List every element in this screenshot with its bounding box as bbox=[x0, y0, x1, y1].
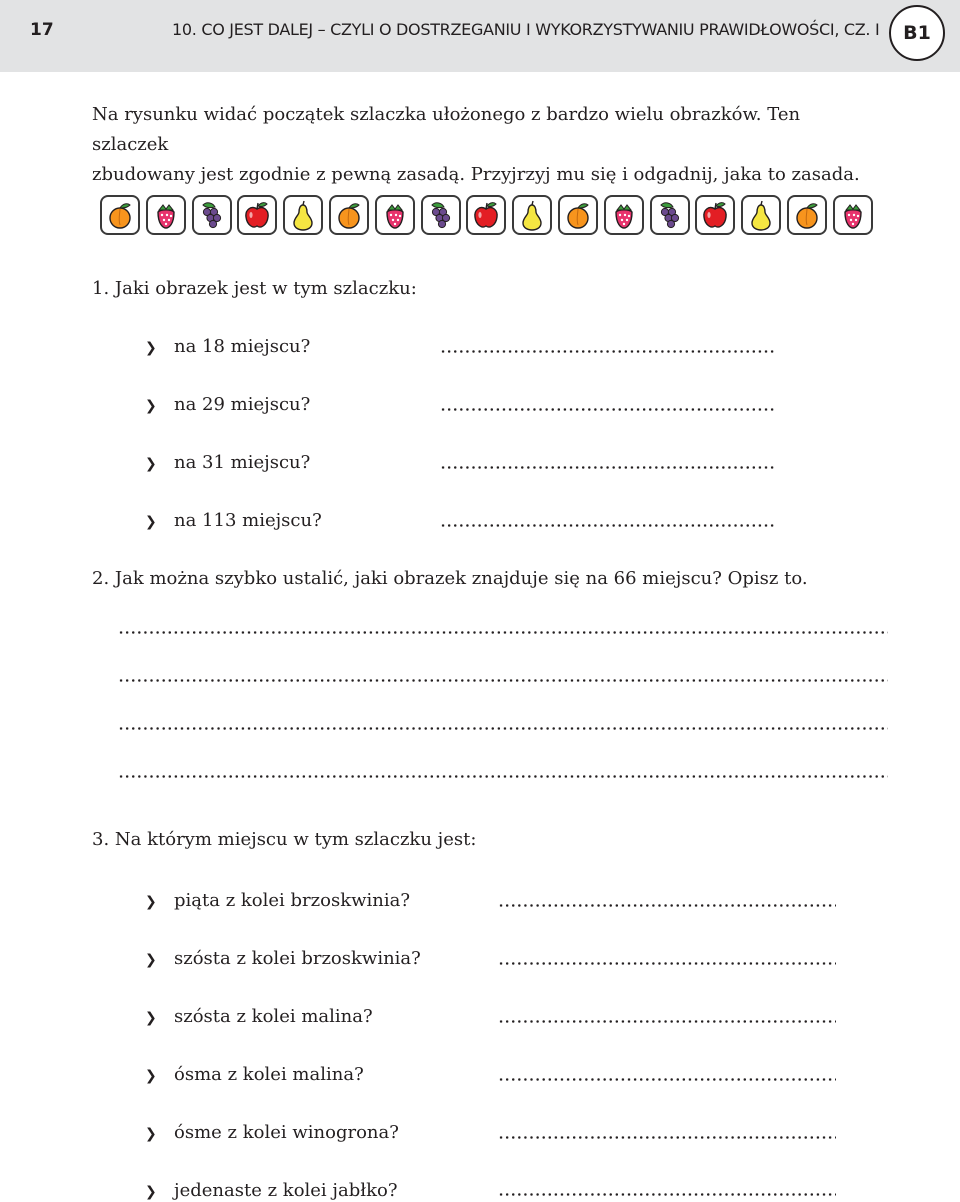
raspberry-icon bbox=[148, 197, 184, 233]
page-number: 17 bbox=[30, 20, 54, 40]
pattern-tile bbox=[283, 195, 323, 235]
q3-answer-line-4[interactable] bbox=[498, 1078, 836, 1081]
q2-answer-line-1[interactable] bbox=[118, 631, 888, 634]
bullet-arrow-icon: ❯ bbox=[145, 1126, 157, 1142]
q2-answer-line-3[interactable] bbox=[118, 727, 888, 730]
grapes-icon bbox=[423, 197, 459, 233]
bullet-arrow-icon: ❯ bbox=[145, 456, 157, 472]
q2-answer-line-2[interactable] bbox=[118, 679, 888, 682]
pear-icon bbox=[514, 197, 550, 233]
pear-icon bbox=[743, 197, 779, 233]
q3-answer-line-5[interactable] bbox=[498, 1136, 836, 1139]
bullet-arrow-icon: ❯ bbox=[145, 514, 157, 530]
pattern-tile bbox=[512, 195, 552, 235]
q1-item-1: na 18 miejscu? bbox=[174, 336, 311, 357]
question-3-title: 3. Na którym miejscu w tym szlaczku jest: bbox=[92, 829, 477, 850]
peach-icon bbox=[789, 197, 825, 233]
apple-icon bbox=[697, 197, 733, 233]
bullet-arrow-icon: ❯ bbox=[145, 1184, 157, 1200]
level-badge: B1 bbox=[889, 5, 945, 61]
pattern-tile bbox=[100, 195, 140, 235]
pattern-tile bbox=[146, 195, 186, 235]
bullet-arrow-icon: ❯ bbox=[145, 952, 157, 968]
q2-answer-line-4[interactable] bbox=[118, 775, 888, 778]
pattern-tile bbox=[237, 195, 277, 235]
q3-answer-line-3[interactable] bbox=[498, 1020, 836, 1023]
pattern-tile bbox=[421, 195, 461, 235]
question-1-title: 1. Jaki obrazek jest w tym szlaczku: bbox=[92, 278, 417, 299]
raspberry-icon bbox=[835, 197, 871, 233]
pear-icon bbox=[285, 197, 321, 233]
q3-item-2: szósta z kolei brzoskwinia? bbox=[174, 948, 421, 969]
bullet-arrow-icon: ❯ bbox=[145, 1010, 157, 1026]
pattern-tile bbox=[650, 195, 690, 235]
pattern-tile bbox=[375, 195, 415, 235]
bullet-arrow-icon: ❯ bbox=[145, 398, 157, 414]
pattern-tile bbox=[833, 195, 873, 235]
intro-text bbox=[92, 100, 882, 190]
question-2-title: 2. Jak można szybko ustalić, jaki obrazek znajduje się na 66 miejscu? Opisz to. bbox=[92, 568, 808, 589]
bullet-arrow-icon: ❯ bbox=[145, 340, 157, 356]
pattern-tile bbox=[466, 195, 506, 235]
pattern-tile bbox=[787, 195, 827, 235]
pattern-tile bbox=[558, 195, 598, 235]
q1-item-4: na 113 miejscu? bbox=[174, 510, 322, 531]
q1-answer-line-1[interactable] bbox=[440, 350, 776, 353]
q1-answer-line-4[interactable] bbox=[440, 524, 776, 527]
bullet-arrow-icon: ❯ bbox=[145, 894, 157, 910]
q3-item-6: jedenaste z kolei jabłko? bbox=[174, 1180, 398, 1201]
chapter-title: 10. CO JEST DALEJ – CZYLI O DOSTRZEGANIU I WYKORZYSTYWANIU PRAWIDŁOWOŚCI, CZ. I bbox=[172, 20, 880, 39]
intro-line-1: Na rysunku widać początek szlaczka ułożonego z bardzo wielu obrazków. Ten szlaczek bbox=[92, 104, 801, 155]
peach-icon bbox=[560, 197, 596, 233]
q3-answer-line-1[interactable] bbox=[498, 904, 836, 907]
pattern-tile bbox=[741, 195, 781, 235]
q3-item-1: piąta z kolei brzoskwinia? bbox=[174, 890, 411, 911]
pattern-tile bbox=[192, 195, 232, 235]
q1-item-2: na 29 miejscu? bbox=[174, 394, 311, 415]
raspberry-icon bbox=[377, 197, 413, 233]
intro-line-2: zbudowany jest zgodnie z pewną zasadą. Przyjrzyj mu się i odgadnij, jaka to zasada. bbox=[92, 164, 860, 185]
q3-item-5: ósme z kolei winogrona? bbox=[174, 1122, 399, 1143]
pattern-tile bbox=[695, 195, 735, 235]
q3-item-4: ósma z kolei malina? bbox=[174, 1064, 364, 1085]
pattern-tile bbox=[604, 195, 644, 235]
pattern-tile bbox=[329, 195, 369, 235]
q1-answer-line-3[interactable] bbox=[440, 466, 776, 469]
bullet-arrow-icon: ❯ bbox=[145, 1068, 157, 1084]
q1-item-3: na 31 miejscu? bbox=[174, 452, 311, 473]
q3-answer-line-6[interactable] bbox=[498, 1193, 836, 1196]
q3-item-3: szósta z kolei malina? bbox=[174, 1006, 373, 1027]
q1-answer-line-2[interactable] bbox=[440, 408, 776, 411]
grapes-icon bbox=[652, 197, 688, 233]
raspberry-icon bbox=[606, 197, 642, 233]
q3-answer-line-2[interactable] bbox=[498, 962, 836, 965]
fruit-pattern-strip bbox=[100, 195, 880, 237]
peach-icon bbox=[331, 197, 367, 233]
apple-icon bbox=[468, 197, 504, 233]
peach-icon bbox=[102, 197, 138, 233]
page-header bbox=[0, 0, 960, 72]
grapes-icon bbox=[194, 197, 230, 233]
apple-icon bbox=[239, 197, 275, 233]
